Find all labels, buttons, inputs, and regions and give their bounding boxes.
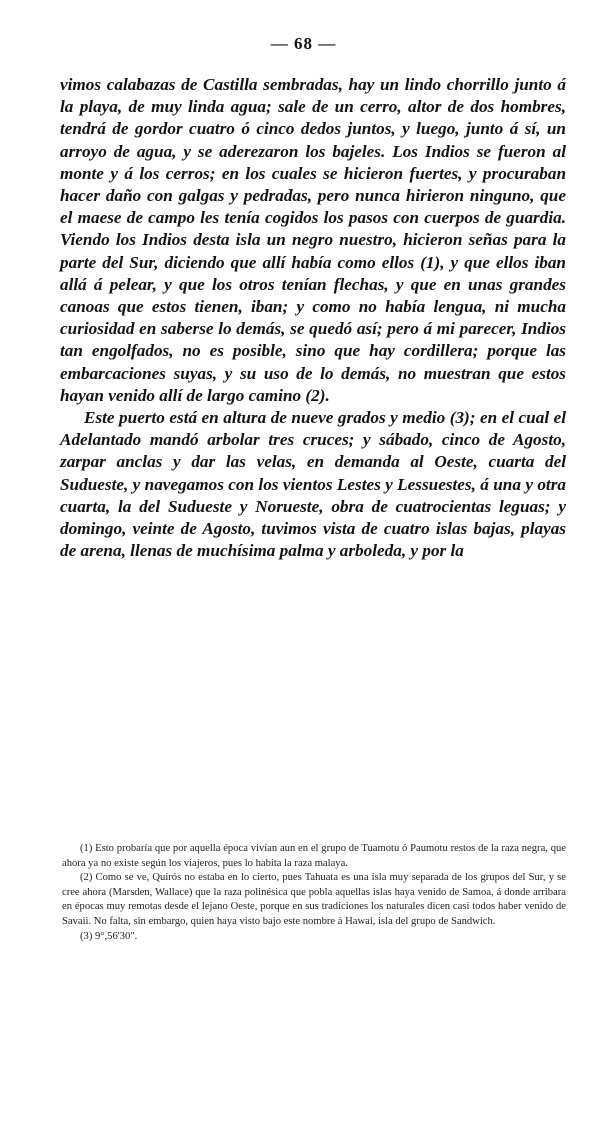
paragraph-port-description: Este puerto está en altura de nueve grados y medio (3); en el cual el Adelantado mandó arbolar tres cruces; y sábado, cinco de Agosto, zarpar anclas y dar las velas, en demanda al Oeste, cuarta del Sudueste, y navegamos con los vientos Lestes y Lessuestes, á una y otra cuarta, la del Sudueste y Norueste, obra de cuatrocientas leguas; y domingo, veinte de Agosto, tuvimos vista de cuatro islas bajas, playas de arena, llenas de muchísima palma y arboleda, y por la [60,408,566,561]
page-number: — 68 — [270,34,337,53]
footnote-2: (2) Como se ve, Quirós no estaba en lo cierto, pues Tahuata es una isla muy separada de los grupos del Sur, y se cree ahora (Marsden, Wallace) que la raza polinésica que pobla aquellas islas haya venido de Samoa, á donde arribara en épocas muy remotas desde el lejano Oeste, porque en sus tradiciones los naturales dicen casi todos haber venido de Savaii. No falta, sin embargo, quien haya visto bajo este nombre á Hawai, isla del grupo de Sandwich. [62,872,566,927]
main-text [60,74,566,562]
footnotes [62,842,566,944]
footnote-3: (3) 9°,56'30". [80,930,138,942]
footnote-1: (1) Esto probaría que por aquella época vivían aun en el grupo de Tuamotu ó Paumotu restos de la raza negra, que ahora ya no existe según los viajeros, pues lo habita la raza malaya. [62,843,566,869]
paragraph-continuation: vimos calabazas de Castilla sembradas, hay un lindo chorrillo junto á la playa, de muy linda agua; sale de un cerro, altor de dos hombres, tendrá de gordor cuatro ó cinco dedos juntos, y luego, junto á sí, un arroyo de agua, y se aderezaron los bajeles. Los Indios se fueron al monte y á los cerros; en los cuales se hicieron fuertes, y procuraban hacer daño con galgas y pedradas, pero nunca hirieron ninguno, que el maese de campo les tenía cogidos los pasos con cuerpos de guardia. Viendo los Indios desta isla un negro nuestro, hicieron señas para la parte del Sur, diciendo que allí había como ellos (1), y que ellos iban allá á pelear, y que los otros tenían flechas, y que en unas grandes canoas que estos tienen, iban; y como no había lengua, ni mucha curiosidad en saberse lo demás, se quedó así; pero á mi parecer, Indios tan engolfados, no es posible, sino que hay cordillera; porque las embarcaciones suyas, y su uso de lo demás, no muestran que estos hayan venido allí de largo camino (2). [60,75,566,405]
